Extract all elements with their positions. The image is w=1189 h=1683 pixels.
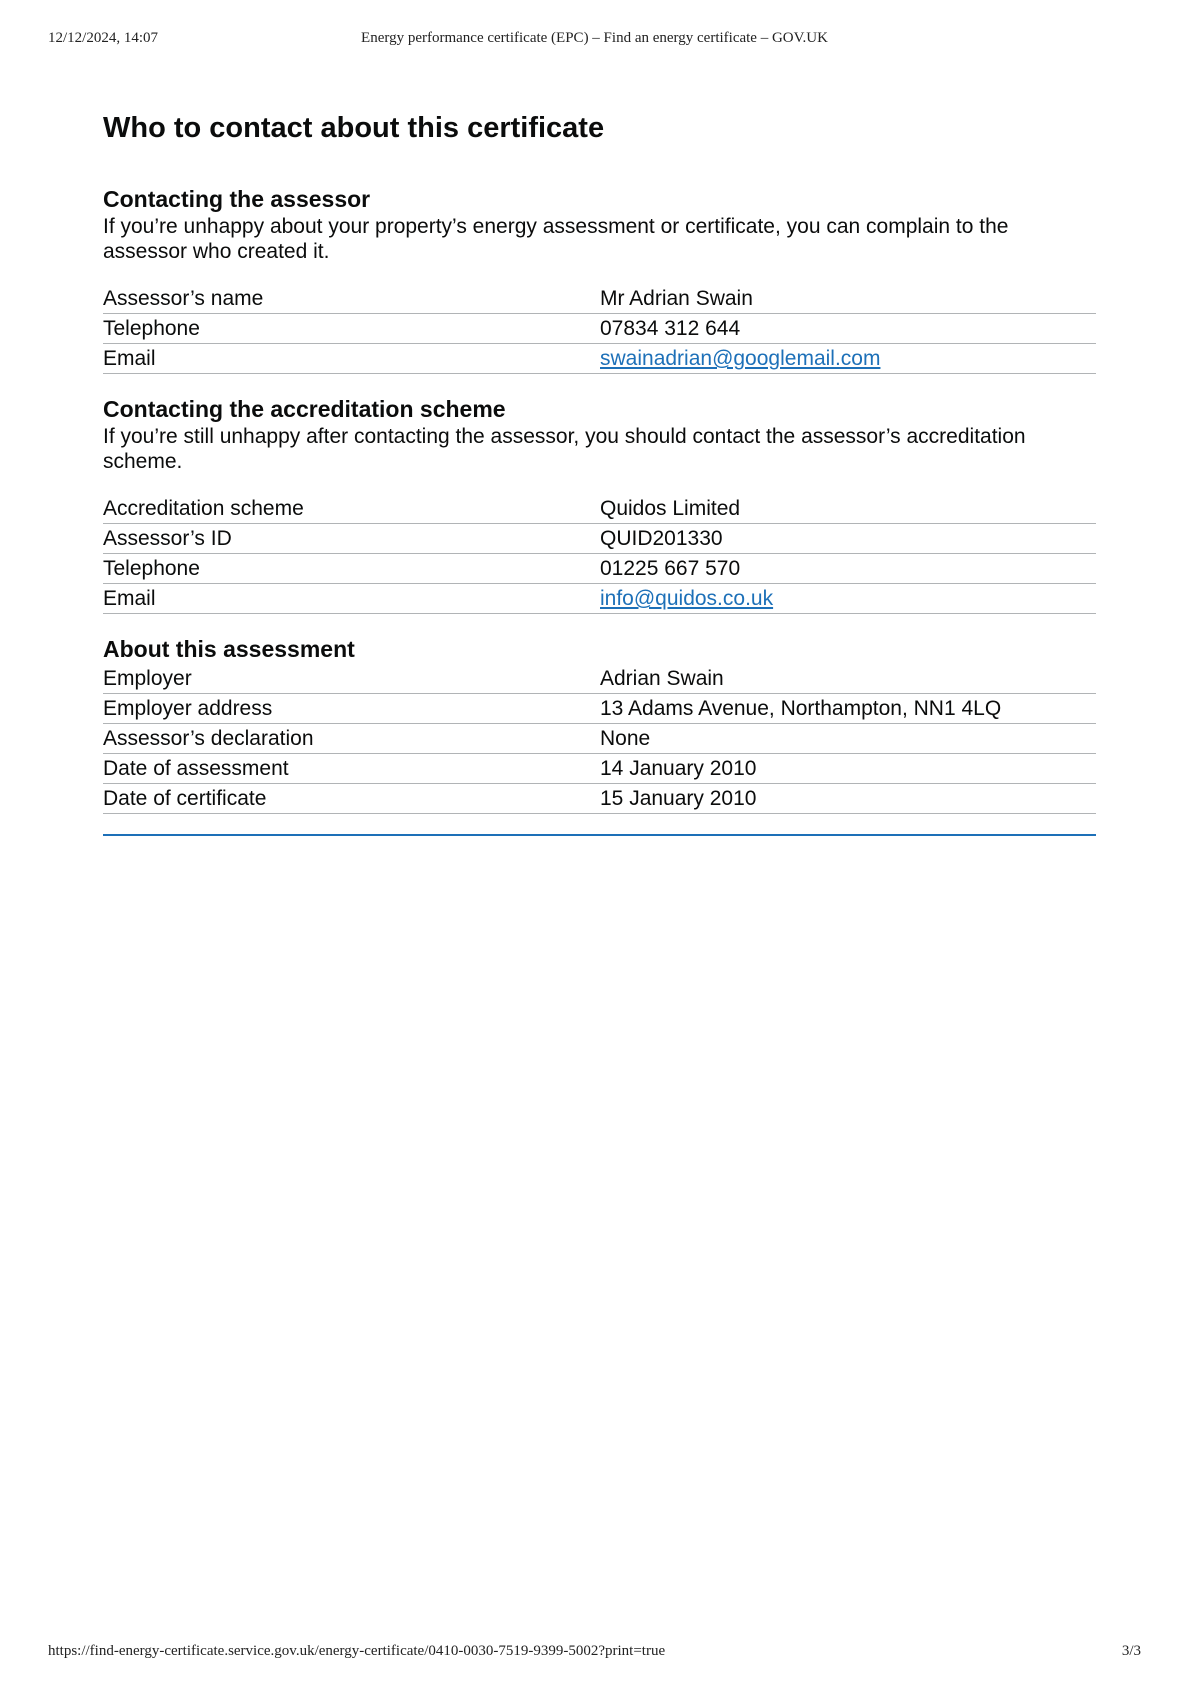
assessor-declaration-value: None — [600, 727, 651, 750]
accreditation-scheme-section — [103, 394, 1096, 614]
page-heading: Who to contact about this certificate — [103, 112, 605, 144]
scheme-section-heading: Contacting the accreditation scheme — [103, 396, 506, 422]
accreditation-scheme-value: Quidos Limited — [600, 497, 741, 520]
scheme-email-cell — [600, 585, 1096, 613]
assessor-email-row — [103, 344, 1096, 374]
date-of-certificate-value: 15 January 2010 — [600, 787, 757, 810]
row-key: Telephone — [103, 557, 200, 580]
assessment-section-heading: About this assessment — [103, 636, 355, 662]
assessor-declaration-row — [103, 724, 1096, 754]
row-key: Email — [103, 347, 156, 370]
row-key: Assessor’s declaration — [103, 727, 314, 750]
assessor-section-description: If you’re unhappy about your property’s energy assessment or certificate, you can complain to the assessor who created it. — [103, 215, 1009, 263]
date-of-assessment-value: 14 January 2010 — [600, 757, 757, 780]
row-key: Assessor’s name — [103, 287, 264, 310]
print-page-url: https://find-energy-certificate.service.gov.uk/energy-certificate/0410-0030-7519-9399-5002?print=true — [48, 1643, 666, 1659]
row-key: Accreditation scheme — [103, 497, 304, 520]
row-key: Email — [103, 587, 156, 610]
assessor-telephone-value: 07834 312 644 — [600, 317, 741, 340]
assessor-section-heading: Contacting the assessor — [103, 186, 371, 212]
row-key: Employer — [103, 667, 192, 690]
assessor-name-value: Mr Adrian Swain — [600, 287, 753, 310]
assessor-details-list — [103, 284, 1096, 374]
row-key: Date of assessment — [103, 757, 289, 780]
scheme-details-list — [103, 494, 1096, 614]
row-key: Telephone — [103, 317, 200, 340]
date-of-assessment-row — [103, 754, 1096, 784]
employer-address-row — [103, 694, 1096, 724]
main-content — [103, 108, 1096, 836]
scheme-section-description: If you’re still unhappy after contacting the assessor, you should contact the assessor’s accreditation scheme. — [103, 425, 1026, 473]
assessor-id-value: QUID201330 — [600, 527, 723, 550]
about-assessment-section — [103, 634, 1096, 836]
employer-address-value: 13 Adams Avenue, Northampton, NN1 4LQ — [600, 697, 1002, 720]
print-footer — [48, 1643, 1141, 1667]
employer-row — [103, 664, 1096, 694]
print-page-number: 3/3 — [1121, 1643, 1141, 1659]
accreditation-scheme-row — [103, 494, 1096, 524]
scheme-email-link[interactable]: info@quidos.co.uk — [600, 587, 774, 610]
row-key: Date of certificate — [103, 787, 267, 810]
assessor-email-cell — [600, 345, 1096, 373]
scheme-email-row — [103, 584, 1096, 614]
assessor-id-row — [103, 524, 1096, 554]
scheme-telephone-value: 01225 667 570 — [600, 557, 741, 580]
date-of-certificate-row — [103, 784, 1096, 814]
assessor-contact-section — [103, 184, 1096, 374]
scheme-telephone-row — [103, 554, 1096, 584]
assessment-details-list — [103, 664, 1096, 814]
print-header — [48, 30, 1141, 54]
section-divider — [103, 834, 1096, 836]
employer-value: Adrian Swain — [600, 667, 724, 690]
row-key: Assessor’s ID — [103, 527, 232, 550]
assessor-email-link[interactable]: swainadrian@googlemail.com — [600, 347, 881, 370]
print-page-title: Energy performance certificate (EPC) – Find an energy certificate – GOV.UK — [361, 30, 828, 46]
row-key: Employer address — [103, 697, 273, 720]
print-datetime: 12/12/2024, 14:07 — [48, 30, 159, 46]
assessor-name-row — [103, 284, 1096, 314]
assessor-telephone-row — [103, 314, 1096, 344]
